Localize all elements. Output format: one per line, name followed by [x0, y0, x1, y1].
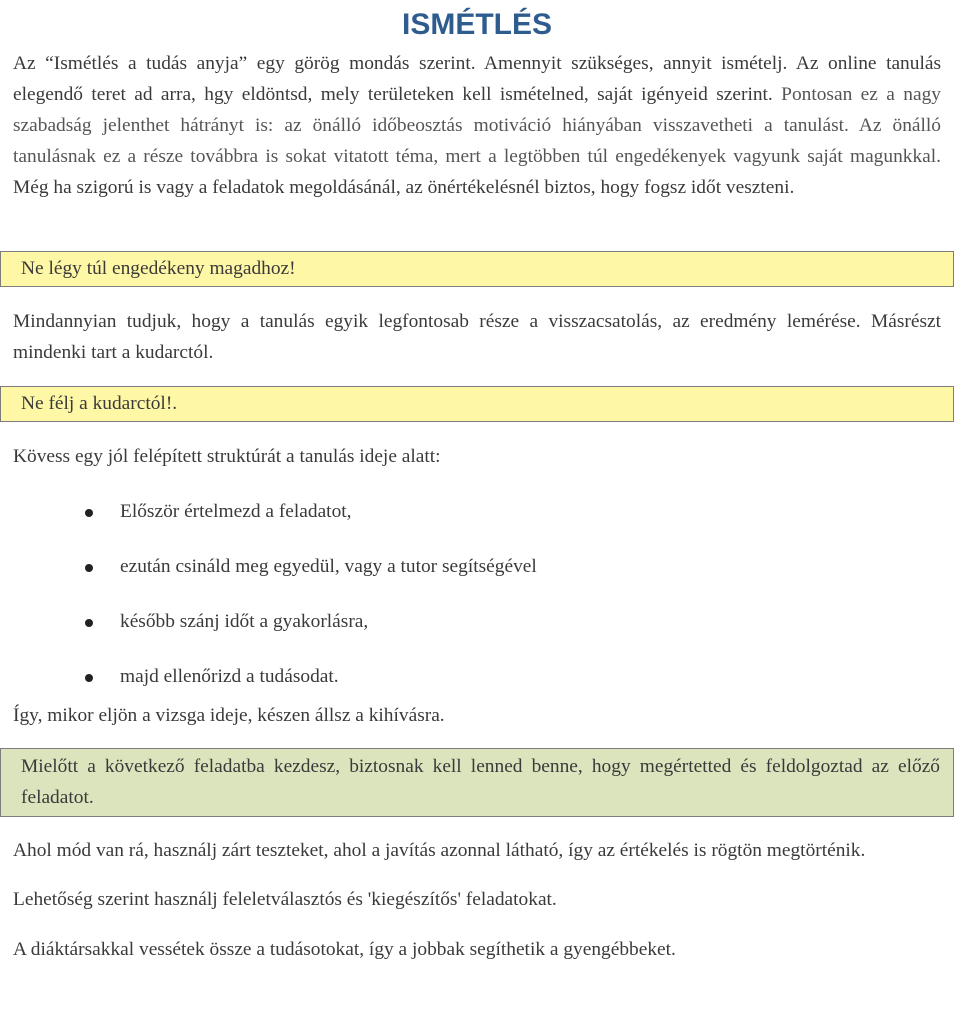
peer-comparison-paragraph: A diáktársakkal vessétek össze a tudásotokat, így a jobbak segíthetik a gyengébbeket.	[13, 939, 676, 960]
page-title: ISMÉTLÉS	[401, 8, 552, 41]
steps-list	[13, 497, 941, 700]
list-item	[13, 497, 941, 552]
intro-sentence-3: Még ha szigorú is vagy a feladatok megoldásánál, az önértékelésnél biztos, hogy fogsz időt veszteni.	[13, 177, 795, 198]
list-item-text: később szánj időt a gyakorlásra,	[120, 611, 369, 632]
feedback-paragraph: Mindannyian tudjuk, hogy a tanulás egyik legfontosab része a visszacsatolás, az eredmény lemérése. Másrészt mindenki tart a kudarctól.	[13, 311, 941, 363]
intro-sentence-2: Pontosan ez a nagy szabadság jelenthet hátrányt is: az önálló időbeosztás motiváció hiányában visszavetheti a tanulást. Az önálló tanulásnak ez a része továbbra is sokat vitatott téma, mert a legtöbben túl engedékenyek vagyunk saját magunkkal.	[13, 84, 941, 167]
intro-sentence-1: Az “Ismétlés a tudás anyja” egy görög mondás szerint. Amennyit szükséges, annyit ismételj. Az online tanulás elegendő teret ad arra, hgy eldöntsd, mely területeken kell ismételned, saját igényeid szerint.	[13, 53, 941, 105]
list-item	[13, 552, 941, 607]
closed-tests-paragraph: Ahol mód van rá, használj zárt teszteket, ahol a javítás azonnal látható, így az értékelés is rögtön megtörténik.	[13, 840, 866, 861]
multiple-choice-paragraph: Lehetőség szerint használj feleletválasztós és 'kiegészítős' feladatokat.	[13, 889, 557, 910]
document-page	[13, 0, 941, 965]
callout-no-fear: Ne félj a kudarctól!.	[0, 386, 954, 422]
list-item-text: Először értelmezd a feladatot,	[120, 501, 352, 522]
exam-paragraph: Így, mikor eljön a vizsga ideje, készen állsz a kihívásra.	[13, 705, 445, 726]
structure-intro: Kövess egy jól felépített struktúrát a tanulás ideje alatt:	[13, 446, 441, 467]
list-item-text: majd ellenőrizd a tudásodat.	[120, 666, 339, 687]
list-item	[13, 607, 941, 662]
bullet-icon	[85, 674, 93, 682]
list-item-text: ezután csináld meg egyedül, vagy a tutor segítségével	[120, 556, 537, 577]
callout-understand-first: Mielőtt a következő feladatba kezdesz, biztosnak kell lenned benne, hogy megértetted és feldolgoztad az előző feladatot.	[0, 748, 954, 817]
callout-not-lenient: Ne légy túl engedékeny magadhoz!	[0, 251, 954, 287]
bullet-icon	[85, 564, 93, 572]
bullet-icon	[85, 619, 93, 627]
intro-paragraph	[13, 48, 941, 234]
list-item	[13, 662, 941, 700]
bullet-icon	[85, 509, 93, 517]
